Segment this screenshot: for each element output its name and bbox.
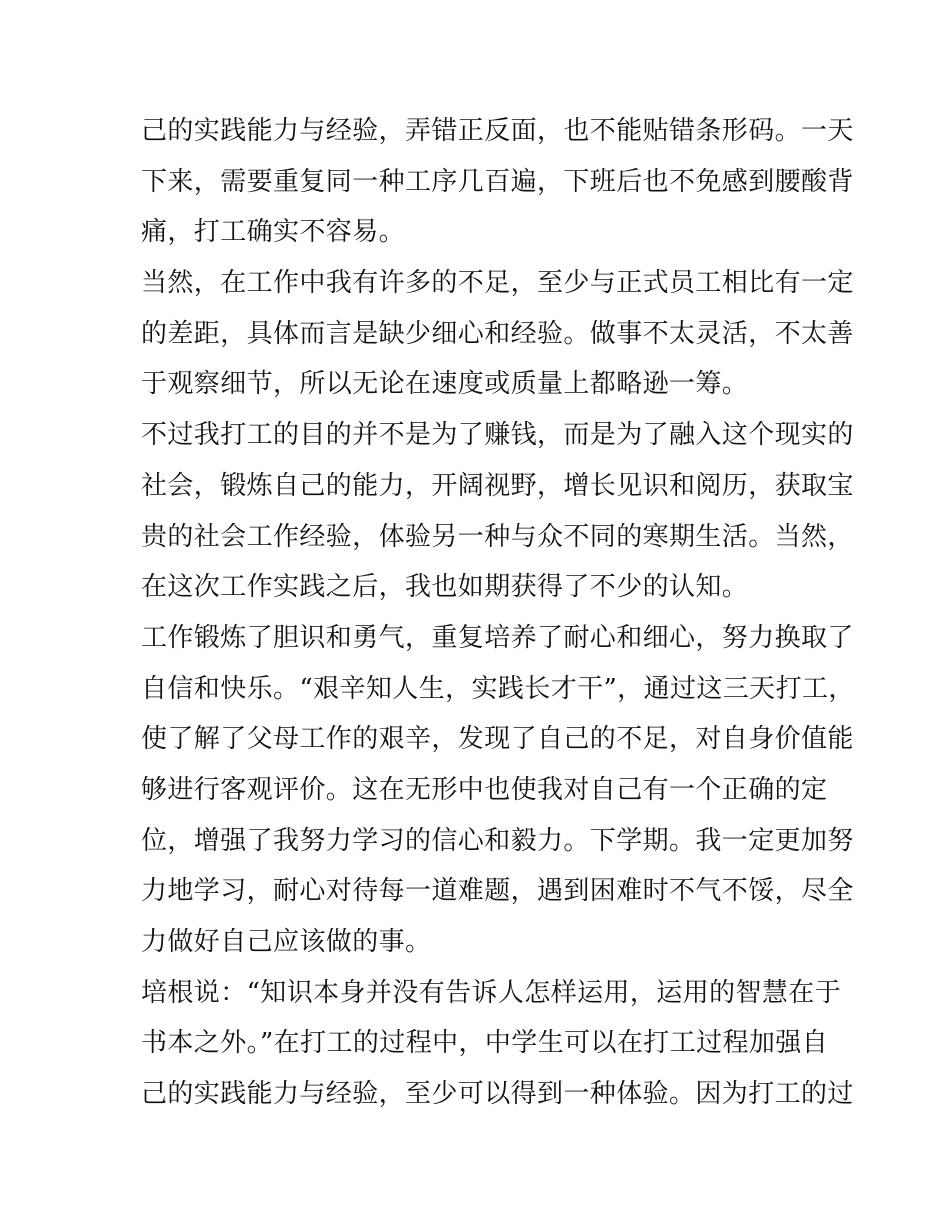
text-line: 力地学习，耐心对待每一道难题，遇到困难时不气不馁，尽全 <box>141 876 854 907</box>
text-line: 力做好自己应该做的事。 <box>141 927 432 957</box>
document-body <box>141 106 855 1120</box>
text-line: 当然，在工作中我有许多的不足，至少与正式员工相比有一定 <box>141 268 854 299</box>
text-line: 书本之外。”在打工的过程中，中学生可以在打工过程加强自 <box>141 1028 829 1059</box>
text-line: 下来，需要重复同一种工序几百遍，下班后也不免感到腰酸背 <box>141 166 854 197</box>
text-line: 社会，锻炼自己的能力，开阔视野，增长见识和阅历，获取宝 <box>141 470 854 501</box>
text-line: 自信和快乐。“艰辛知人生，实践长才干”，通过这三天打工， <box>141 673 855 704</box>
text-line: 不过我打工的目的并不是为了赚钱，而是为了融入这个现实的 <box>141 420 854 451</box>
text-line: 的差距，具体而言是缺少细心和经验。做事不太灵活，不太善 <box>141 318 854 349</box>
text-line: 工作锻炼了胆识和勇气，重复培养了耐心和细心，努力换取了 <box>141 622 854 653</box>
text-line: 贵的社会工作经验，体验另一种与众不同的寒期生活。当然， <box>141 521 854 552</box>
text-line: 己的实践能力与经验，至少可以得到一种体验。因为打工的过 <box>141 1079 854 1110</box>
text-line: 己的实践能力与经验，弄错正反面，也不能贴错条形码。一天 <box>141 116 854 146</box>
text-line: 培根说：“知识本身并没有告诉人怎样运用，运用的智慧在于 <box>141 977 842 1008</box>
text-line: 位，增强了我努力学习的信心和毅力。下学期。我一定更加努 <box>141 825 854 856</box>
text-line: 在这次工作实践之后，我也如期获得了不少的认知。 <box>141 572 749 603</box>
text-line: 够进行客观评价。这在无形中也使我对自己有一个正确的定 <box>141 774 828 805</box>
text-line: 于观察细节，所以无论在速度或质量上都略逊一筹。 <box>141 369 749 400</box>
text-line: 使了解了父母工作的艰辛，发现了自己的不足，对自身价值能 <box>141 724 854 755</box>
text-line: 痛，打工确实不容易。 <box>141 217 406 248</box>
